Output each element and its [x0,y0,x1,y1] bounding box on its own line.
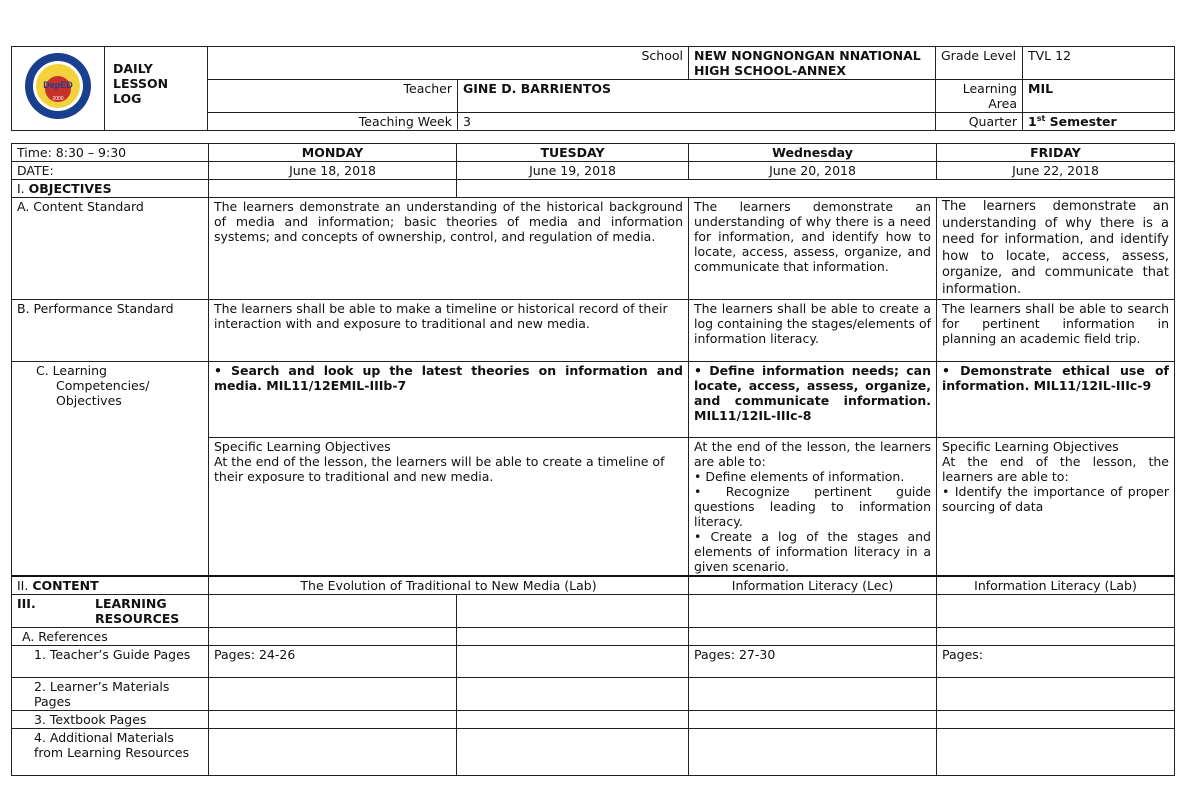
cell [937,595,1175,628]
cell [209,595,457,628]
date-monday: June 18, 2018 [209,162,457,180]
competencies-label: C. Learning Competencies/ Objectives [12,362,209,577]
cell [209,729,457,776]
list-item: • Recognize pertinent guide questions leading to information literacy. [694,484,931,529]
cell [457,628,689,646]
content-friday: Information Literacy (Lab) [937,576,1175,595]
cell [209,180,457,198]
teacher-value: GINE D. BARRIENTOS [458,80,936,113]
cell [209,628,457,646]
time-row [12,144,1175,162]
resources-row [12,595,1175,628]
cell [937,678,1175,711]
log-title: DAILY LESSON LOG [105,47,208,131]
cell [457,180,1175,198]
list-item: • Define elements of information. [694,469,905,484]
competencies-row [12,362,1175,438]
resources-label: LEARNING RESOURCES [95,596,180,626]
grade-label: Grade Level [936,47,1023,80]
cell [209,678,457,711]
week-value: 3 [458,113,936,131]
content-standard-monday: The learners demonstrate an understanding of the historical background of media and information; basic theories of media and information systems; and concepts of ownership, control, and regulation of media. [209,198,689,300]
cell [689,595,937,628]
performance-standard-label: B. Performance Standard [12,300,209,362]
textbook-row [12,711,1175,729]
week-label: Teaching Week [208,113,458,131]
additional-materials-row [12,729,1175,776]
time-cell: Time: 8:30 – 9:30 [12,144,209,162]
references-label: A. References [12,628,209,646]
content-row [12,576,1175,595]
content-monday: The Evolution of Traditional to New Media (Lab) [209,576,689,595]
quarter-value: 1st Semester [1023,113,1175,131]
school-value: NEW NONGNONGAN NNATIONAL HIGH SCHOOL-ANNEX [689,47,936,80]
cell [209,711,457,729]
specific-objectives-intro: At the end of the lesson, the learners are able to: [942,454,1169,484]
specific-objectives-monday [209,438,689,577]
cell [937,729,1175,776]
competencies-monday: • Search and look up the latest theories on information and media. MIL11/12EMIL-IIIb-7 [209,362,689,438]
teachers-guide-friday: Pages: [937,646,1175,678]
cell [689,711,937,729]
cell [457,595,689,628]
content-standard-row [12,198,1175,300]
teachers-guide-monday: Pages: 24-26 [209,646,457,678]
content-wednesday: Information Literacy (Lec) [689,576,937,595]
day-tuesday: TUESDAY [457,144,689,162]
teachers-guide-row [12,646,1175,678]
grade-value: TVL 12 [1023,47,1175,80]
cell [689,628,937,646]
teachers-guide-wednesday: Pages: 27-30 [689,646,937,678]
content-standard-friday: The learners demonstrate an understanding of why there is a need for information, and identify how to locate, access, assess, organize, and communicate that information. [937,198,1175,300]
content-standard-label: A. Content Standard [12,198,209,300]
content-heading: II. CONTENT [12,576,209,595]
date-row [12,162,1175,180]
specific-objectives-title: Specific Learning Objectives [942,439,1119,454]
cell [689,678,937,711]
date-friday: June 22, 2018 [937,162,1175,180]
svg-text:DepED: DepED [43,80,73,90]
performance-standard-friday: The learners shall be able to search for pertinent information in planning an academic field trip. [937,300,1175,362]
objectives-heading: I. OBJECTIVES [12,180,209,198]
day-friday: FRIDAY [937,144,1175,162]
school-label: School [208,47,689,80]
specific-objectives-wednesday [689,438,937,577]
list-item: • Identify the importance of proper sourcing of data [942,484,1169,514]
list-item: • Create a log of the stages and elements of information literacy in a given scenario. [694,529,931,574]
objectives-row [12,180,1175,198]
specific-objectives-title: Specific Learning Objectives [214,439,391,454]
date-label: DATE: [12,162,209,180]
cell [457,729,689,776]
resources-heading: III. LEARNING RESOURCES [12,595,209,628]
performance-standard-monday: The learners shall be able to make a timeline or historical record of their interaction with and exposure to traditional and new media. [209,300,689,362]
performance-standard-wednesday: The learners shall be able to create a log containing the stages/elements of information literacy. [689,300,937,362]
cell [457,711,689,729]
cell [457,646,689,678]
specific-objectives-body: At the end of the lesson, the learners will be able to create a timeline of their exposure to traditional and new media. [214,454,665,484]
teacher-label: Teacher [208,80,458,113]
content-standard-wednesday: The learners demonstrate an understanding of why there is a need for information, and identify how to locate, access, assess, organize, and communicate that information. [689,198,937,300]
competencies-friday: • Demonstrate ethical use of information. MIL11/12IL-IIIc-9 [937,362,1175,438]
cell [937,628,1175,646]
cell [937,711,1175,729]
date-tuesday: June 19, 2018 [457,162,689,180]
learners-materials-row [12,678,1175,711]
day-monday: MONDAY [209,144,457,162]
specific-objectives-intro: At the end of the lesson, the learners are able to: [694,439,931,469]
deped-seal-icon [12,47,104,125]
day-wednesday: Wednesday [689,144,937,162]
quarter-label: Quarter [936,113,1023,131]
area-value: MIL [1023,80,1175,113]
learners-materials-label: 2. Learner’s Materials Pages [12,678,209,711]
performance-standard-row [12,300,1175,362]
specific-objectives-friday [937,438,1175,577]
svg-text:2000: 2000 [52,96,64,102]
competencies-wednesday: • Define information needs; can locate, access, assess, organize, and communicate information. MIL11/12IL-IIIc-8 [689,362,937,438]
deped-logo [12,47,105,131]
area-label: Learning Area [936,80,1023,113]
references-row [12,628,1175,646]
lesson-table [11,143,1175,776]
teachers-guide-label: 1. Teacher’s Guide Pages [12,646,209,678]
cell [689,729,937,776]
date-wednesday: June 20, 2018 [689,162,937,180]
textbook-label: 3. Textbook Pages [12,711,209,729]
additional-materials-label: 4. Additional Materials from Learning Resources [12,729,209,776]
cell [457,678,689,711]
header-table [11,46,1175,131]
